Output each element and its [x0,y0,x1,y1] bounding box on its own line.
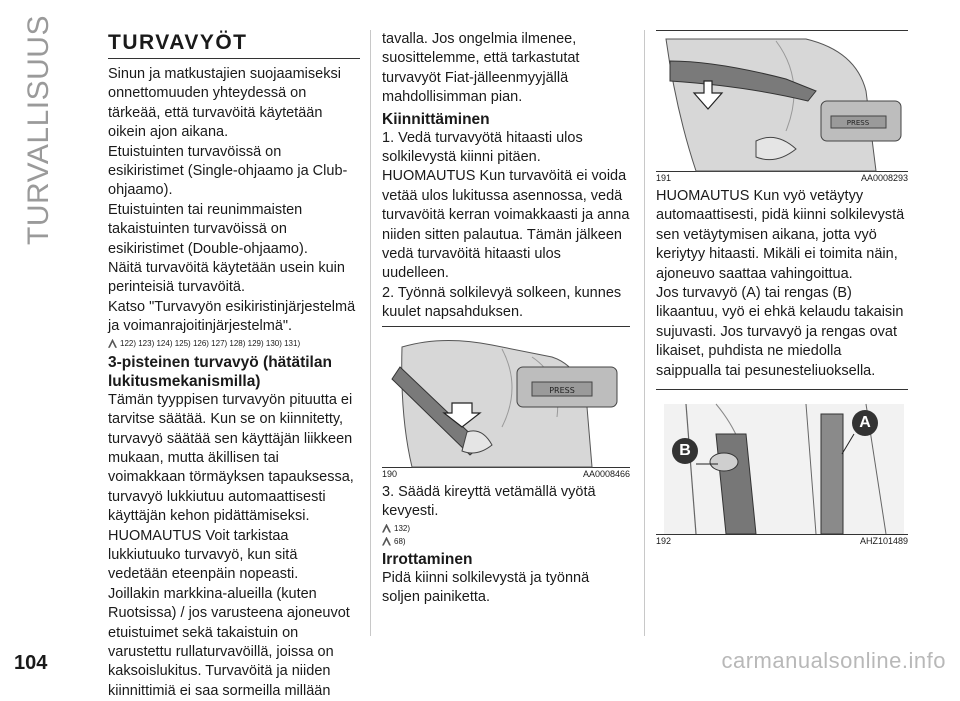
paragraph: HUOMAUTUS Kun vyö vetäytyy automaattisesti, pidä kiinni solkilevystä sen vetäytymisen aikana, jotta vyö keriytyy hitaasti. Mikäli ei toimita näin, ajoneuvo saattaa vahingoittua. [656,188,905,282]
column-divider [370,30,371,636]
paragraph: Katso "Turvavyön esikiristinjärjestelmä ja voimanrajoitinjärjestelmä". [108,298,356,335]
figure-top-rule [656,389,908,390]
callout-a-label: A [859,414,871,432]
callout-b-label: B [679,442,691,460]
paragraph: Jos turvavyö (A) tai rengas (B) likaantuu, vyö ei ehkä kelaudu takaisin sujuvasti. Jos turvavyö ja rengas ovat likaiset, puhdista ne miedolla saippualla tai pesunesteliuoksella. [656,285,904,379]
figure-caption [656,172,908,187]
figure-caption [382,468,630,483]
paragraph: 1. Vedä turvavyötä hitaasti ulos solkilevystä kiinni pitäen. [382,129,583,166]
paragraph: Joillakin markkina-alueilla (kuten Ruotsissa) / jos varusteena ajoneuvot etuistuimet sekä takaistuin on varustettu rullaturvavöillä, joissa on kaksoislukitus. Turvavöitä ja niiden kiinnittimiä ei saa sormeilla millään [108,585,350,699]
column-2 [382,30,630,607]
seatbelt-buckle-illustration [382,327,630,467]
figure-number: 191 [656,173,672,183]
column-divider [644,30,645,636]
svg-text:PRESS: PRESS [549,385,575,395]
paragraph: Näitä turvavöitä käytetään usein kuin perinteisiä turvavöitä. [108,260,345,296]
seatbelt-retract-illustration [656,31,908,171]
section-title: TURVAVYÖT [108,30,360,59]
paragraph: Etuistuinten tai reunimmaisten takaistuinten turvavöissä on esikiristimet (Double-ohjaamo). [108,201,308,257]
paragraph: HUOMAUTUS Kun turvavöitä ei voida vetää ulos lukitussa asennossa, vedä turvavöitä kerran voimakkaasti ja anna niiden sitten palautua. Tämän jälkeen vedä turvavöitä hitaasti ulos uudelleen. [382,168,630,282]
callout-b [672,438,698,464]
warning-references: 122) 123) 124) 125) 126) 127) 128) 129) 130) 131) [108,337,360,351]
chapter-side-label [4,15,74,245]
watermark: carmanualsonline.info [721,648,946,673]
figure-caption [656,535,908,550]
svg-text:PRESS: PRESS [846,119,870,127]
paragraph: HUOMAUTUS Voit tarkistaa lukkiutuuko turvavyö, kun sitä vedetään eteenpäin nopeasti. [108,527,299,583]
chapter-title: TURVALLISUUS [22,15,55,245]
paragraph: Sinun ja matkustajien suojaamiseksi onnettomuuden yhteydessä on tärkeää, että turvavöitä käytetään oikein ajon aikana. [108,66,341,141]
note-reference: 68) [382,535,630,548]
column-3 [656,30,908,550]
figure-number: 190 [382,468,398,479]
subsection-heading: 3-pisteinen turvavyö (hätätilan lukitusmekanismilla) [108,353,332,390]
page-number: 104 [14,652,48,674]
paragraph: 3. Säädä kireyttä vetämällä vyötä kevyesti. [382,483,596,520]
figure-190 [382,327,630,468]
paragraph: Pidä kiinni solkilevystä ja työnnä soljen painiketta. [382,569,590,605]
figure-code: AA0008466 [582,468,630,479]
figure-code: AA0008293 [860,173,908,183]
figure-192 [656,404,908,535]
paragraph: Etuistuinten turvavöissä on esikiristimet (Single-ohjaamo ja Club-ohjaamo). [108,143,348,199]
paragraph: 2. Työnnä solkilevyä solkeen, kunnes kuulet napsahduksen. [382,284,622,321]
figure-number: 192 [656,536,672,547]
subsection-heading: Kiinnittäminen [382,110,490,128]
paragraph: Tämän tyyppisen turvavyön pituutta ei tarvitse säätää. Kun se on kiinnitetty, turvavyö säätää sen käyttäjän liikkeen mukaan, mutta äkillisen tai voimakkaan törmäyksen tapauksessa, turvavyö lukkiutuu automaattisesti käyttäjän kehon pidättämiseksi. [108,391,354,525]
subsection-heading: Irrottaminen [382,550,473,568]
callout-a [852,410,878,436]
warning-reference: 132) [382,522,630,535]
figure-191 [656,30,908,172]
column-1 [108,30,360,701]
figure-code: AHZ101489 [859,536,908,547]
paragraph: tavalla. Jos ongelmia ilmenee, suosittelemme, että tarkastutat turvavyöt Fiat-jälleenmyyjällä mahdollisimman pian. [382,31,580,106]
